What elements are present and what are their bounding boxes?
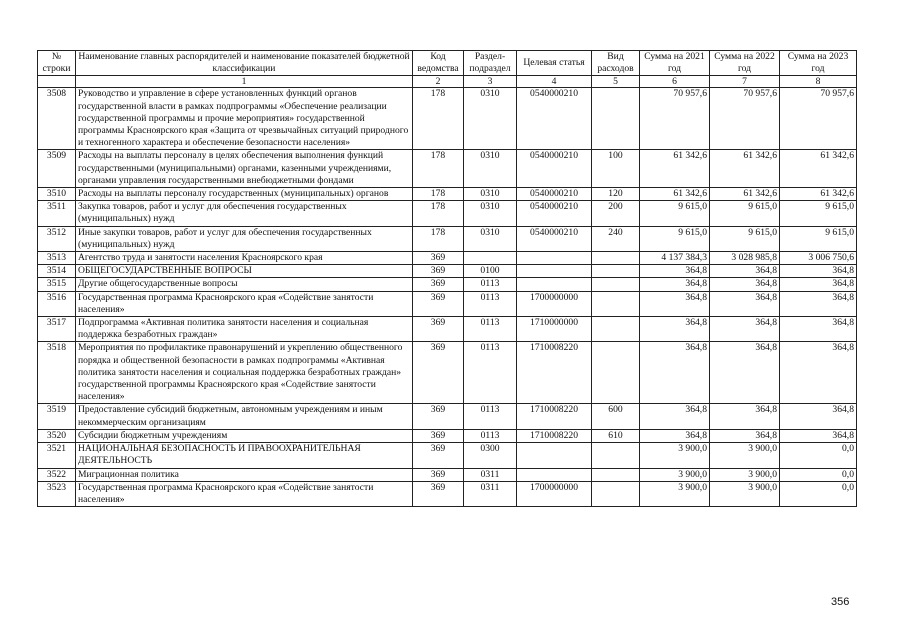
- row-name: Иные закупки товаров, работ и услуг для обеспечения государственных (муниципальных) нужд: [76, 226, 413, 251]
- row-sum-2021: 9 615,0: [640, 226, 710, 251]
- row-section: [464, 252, 517, 265]
- column-number: 4: [517, 76, 592, 88]
- row-sum-2023: 364,8: [780, 317, 857, 342]
- row-target-article: [517, 265, 592, 278]
- row-expense-type: 200: [592, 201, 640, 226]
- table-row: [38, 429, 857, 442]
- row-sum-2022: 3 900,0: [710, 443, 780, 468]
- row-name: Субсидии бюджетным учреждениям: [76, 429, 413, 442]
- table-row: [38, 481, 857, 506]
- row-name: НАЦИОНАЛЬНАЯ БЕЗОПАСНОСТЬ И ПРАВООХРАНИТЕЛЬНАЯ ДЕЯТЕЛЬНОСТЬ: [76, 443, 413, 468]
- row-sum-2023: 9 615,0: [780, 226, 857, 251]
- row-expense-type: 120: [592, 188, 640, 201]
- row-sum-2022: 9 615,0: [710, 201, 780, 226]
- row-target-article: 0540000210: [517, 88, 592, 150]
- row-sum-2023: 3 006 750,6: [780, 252, 857, 265]
- row-expense-type: [592, 252, 640, 265]
- row-target-article: 1710000000: [517, 317, 592, 342]
- row-sum-2021: 3 900,0: [640, 443, 710, 468]
- row-sum-2021: 3 900,0: [640, 468, 710, 481]
- row-expense-type: [592, 88, 640, 150]
- row-sum-2021: 4 137 384,3: [640, 252, 710, 265]
- row-sum-2022: 364,8: [710, 429, 780, 442]
- row-name: Расходы на выплаты персоналу в целях обеспечения выполнения функций государственными (муниципальными) органами, казенными учреждениями, органами управления государственными внебюджетными фондами: [76, 150, 413, 188]
- table-row: [38, 404, 857, 429]
- row-name: Подпрограмма «Активная политика занятости населения и социальная поддержка безработных граждан»: [76, 317, 413, 342]
- row-number: 3516: [38, 291, 76, 316]
- row-sum-2023: 61 342,6: [780, 188, 857, 201]
- row-dept-code: 369: [413, 481, 464, 506]
- row-name: Закупка товаров, работ и услуг для обеспечения государственных (муниципальных) нужд: [76, 201, 413, 226]
- row-sum-2021: 364,8: [640, 342, 710, 404]
- header-sum-2021: Сумма на 2021 год: [640, 51, 710, 76]
- table-row: [38, 88, 857, 150]
- row-target-article: 0540000210: [517, 150, 592, 188]
- row-section: 0300: [464, 443, 517, 468]
- row-sum-2022: 3 028 985,8: [710, 252, 780, 265]
- row-section: 0100: [464, 265, 517, 278]
- row-sum-2022: 9 615,0: [710, 226, 780, 251]
- row-number: 3520: [38, 429, 76, 442]
- row-target-article: 1700000000: [517, 481, 592, 506]
- row-number: 3511: [38, 201, 76, 226]
- row-sum-2023: 364,8: [780, 429, 857, 442]
- row-number: 3522: [38, 468, 76, 481]
- row-expense-type: [592, 468, 640, 481]
- row-sum-2023: 0,0: [780, 481, 857, 506]
- row-target-article: 1700000000: [517, 291, 592, 316]
- row-dept-code: 369: [413, 291, 464, 316]
- row-target-article: 1710008220: [517, 404, 592, 429]
- table-row: [38, 201, 857, 226]
- row-sum-2022: 364,8: [710, 265, 780, 278]
- table-row: [38, 317, 857, 342]
- row-number: 3514: [38, 265, 76, 278]
- row-number: 3509: [38, 150, 76, 188]
- row-dept-code: 369: [413, 265, 464, 278]
- row-target-article: [517, 443, 592, 468]
- row-dept-code: 369: [413, 468, 464, 481]
- row-section: 0310: [464, 150, 517, 188]
- row-name: Агентство труда и занятости населения Красноярского края: [76, 252, 413, 265]
- row-sum-2021: 70 957,6: [640, 88, 710, 150]
- budget-table: [37, 50, 857, 507]
- row-expense-type: [592, 291, 640, 316]
- row-sum-2022: 61 342,6: [710, 150, 780, 188]
- page-number: 356: [831, 596, 850, 608]
- row-target-article: [517, 468, 592, 481]
- row-section: 0311: [464, 468, 517, 481]
- row-dept-code: 178: [413, 226, 464, 251]
- header-row: [38, 51, 857, 76]
- row-dept-code: 369: [413, 443, 464, 468]
- row-number: 3517: [38, 317, 76, 342]
- row-section: 0113: [464, 404, 517, 429]
- row-dept-code: 369: [413, 252, 464, 265]
- row-section: 0113: [464, 429, 517, 442]
- header-name: Наименование главных распорядителей и наименование показателей бюджетной классификации: [76, 51, 413, 76]
- row-sum-2023: 364,8: [780, 278, 857, 291]
- table-row: [38, 443, 857, 468]
- row-dept-code: 369: [413, 404, 464, 429]
- row-dept-code: 369: [413, 278, 464, 291]
- row-expense-type: [592, 265, 640, 278]
- column-number: 8: [780, 76, 857, 88]
- table-row: [38, 468, 857, 481]
- row-sum-2021: 3 900,0: [640, 481, 710, 506]
- table-row: [38, 188, 857, 201]
- row-sum-2022: 364,8: [710, 342, 780, 404]
- row-sum-2023: 0,0: [780, 443, 857, 468]
- row-target-article: [517, 252, 592, 265]
- header-expense-type: Вид расходов: [592, 51, 640, 76]
- row-section: 0113: [464, 317, 517, 342]
- row-dept-code: 369: [413, 317, 464, 342]
- row-sum-2021: 61 342,6: [640, 188, 710, 201]
- row-expense-type: [592, 342, 640, 404]
- row-number: 3513: [38, 252, 76, 265]
- row-name: Государственная программа Красноярского края «Содействие занятости населения»: [76, 481, 413, 506]
- row-dept-code: 178: [413, 88, 464, 150]
- row-expense-type: 240: [592, 226, 640, 251]
- row-name: Миграционная политика: [76, 468, 413, 481]
- table-row: [38, 342, 857, 404]
- row-expense-type: [592, 481, 640, 506]
- row-section: 0113: [464, 342, 517, 404]
- row-expense-type: [592, 443, 640, 468]
- row-sum-2023: 364,8: [780, 342, 857, 404]
- row-expense-type: [592, 317, 640, 342]
- row-number: 3512: [38, 226, 76, 251]
- row-sum-2022: 364,8: [710, 278, 780, 291]
- row-dept-code: 369: [413, 342, 464, 404]
- row-sum-2023: 0,0: [780, 468, 857, 481]
- column-number-row: [38, 76, 857, 88]
- table-row: [38, 226, 857, 251]
- row-name: Другие общегосударственные вопросы: [76, 278, 413, 291]
- row-sum-2022: 70 957,6: [710, 88, 780, 150]
- row-section: 0310: [464, 88, 517, 150]
- row-name: Расходы на выплаты персоналу государственных (муниципальных) органов: [76, 188, 413, 201]
- row-number: 3523: [38, 481, 76, 506]
- row-target-article: 0540000210: [517, 201, 592, 226]
- row-expense-type: 610: [592, 429, 640, 442]
- row-sum-2022: 61 342,6: [710, 188, 780, 201]
- row-name: Руководство и управление в сфере установленных функций органов государственной власти в рамках подпрограммы «Обеспечение реализации государственной программы и прочие мероприятия» государственной программы Красноярского края «Защита от чрезвычайных ситуаций природного и техногенного характера и обеспечение безопасности населения»: [76, 88, 413, 150]
- table-row: [38, 265, 857, 278]
- table-row: [38, 252, 857, 265]
- row-sum-2021: 364,8: [640, 265, 710, 278]
- row-section: 0113: [464, 278, 517, 291]
- row-dept-code: 178: [413, 150, 464, 188]
- row-target-article: [517, 278, 592, 291]
- row-sum-2021: 364,8: [640, 429, 710, 442]
- header-target-article: Целевая статья: [517, 51, 592, 76]
- row-dept-code: 369: [413, 429, 464, 442]
- column-number: [38, 76, 76, 88]
- row-expense-type: 600: [592, 404, 640, 429]
- row-sum-2022: 364,8: [710, 317, 780, 342]
- row-sum-2023: 364,8: [780, 404, 857, 429]
- row-sum-2023: 61 342,6: [780, 150, 857, 188]
- row-sum-2023: 70 957,6: [780, 88, 857, 150]
- row-sum-2022: 3 900,0: [710, 468, 780, 481]
- table-row: [38, 150, 857, 188]
- row-sum-2021: 364,8: [640, 291, 710, 316]
- row-sum-2021: 364,8: [640, 278, 710, 291]
- row-sum-2022: 364,8: [710, 404, 780, 429]
- row-number: 3518: [38, 342, 76, 404]
- row-section: 0113: [464, 291, 517, 316]
- row-dept-code: 178: [413, 188, 464, 201]
- header-section: Раздел-подраздел: [464, 51, 517, 76]
- row-sum-2021: 364,8: [640, 404, 710, 429]
- row-name: Предоставление субсидий бюджетным, автономным учреждениям и иным некоммерческим организациям: [76, 404, 413, 429]
- row-section: 0310: [464, 201, 517, 226]
- column-number: 1: [76, 76, 413, 88]
- header-dept-code: Код ведомства: [413, 51, 464, 76]
- row-sum-2021: 364,8: [640, 317, 710, 342]
- row-section: 0310: [464, 226, 517, 251]
- row-name: ОБЩЕГОСУДАРСТВЕННЫЕ ВОПРОСЫ: [76, 265, 413, 278]
- table-row: [38, 278, 857, 291]
- row-target-article: 0540000210: [517, 188, 592, 201]
- row-sum-2021: 61 342,6: [640, 150, 710, 188]
- column-number: 3: [464, 76, 517, 88]
- column-number: 6: [640, 76, 710, 88]
- header-sum-2023: Сумма на 2023 год: [780, 51, 857, 76]
- row-expense-type: [592, 278, 640, 291]
- row-target-article: 1710008220: [517, 342, 592, 404]
- row-section: 0311: [464, 481, 517, 506]
- row-number: 3521: [38, 443, 76, 468]
- row-sum-2022: 3 900,0: [710, 481, 780, 506]
- row-target-article: 1710008220: [517, 429, 592, 442]
- row-number: 3515: [38, 278, 76, 291]
- column-number: 5: [592, 76, 640, 88]
- row-name: Мероприятия по профилактике правонарушений и укреплению общественного порядка и общественной безопасности в рамках подпрограммы «Активная политика занятости населения и социальная поддержка безработных граждан» государственной программы Красноярского края «Содействие занятости населения»: [76, 342, 413, 404]
- row-sum-2022: 364,8: [710, 291, 780, 316]
- column-number: 2: [413, 76, 464, 88]
- column-number: 7: [710, 76, 780, 88]
- row-target-article: 0540000210: [517, 226, 592, 251]
- row-name: Государственная программа Красноярского края «Содействие занятости населения»: [76, 291, 413, 316]
- row-dept-code: 178: [413, 201, 464, 226]
- row-number: 3508: [38, 88, 76, 150]
- row-number: 3519: [38, 404, 76, 429]
- row-number: 3510: [38, 188, 76, 201]
- row-section: 0310: [464, 188, 517, 201]
- header-sum-2022: Сумма на 2022 год: [710, 51, 780, 76]
- row-sum-2021: 9 615,0: [640, 201, 710, 226]
- header-no: № строки: [38, 51, 76, 76]
- row-sum-2023: 364,8: [780, 291, 857, 316]
- table-row: [38, 291, 857, 316]
- row-sum-2023: 9 615,0: [780, 201, 857, 226]
- row-expense-type: 100: [592, 150, 640, 188]
- row-sum-2023: 364,8: [780, 265, 857, 278]
